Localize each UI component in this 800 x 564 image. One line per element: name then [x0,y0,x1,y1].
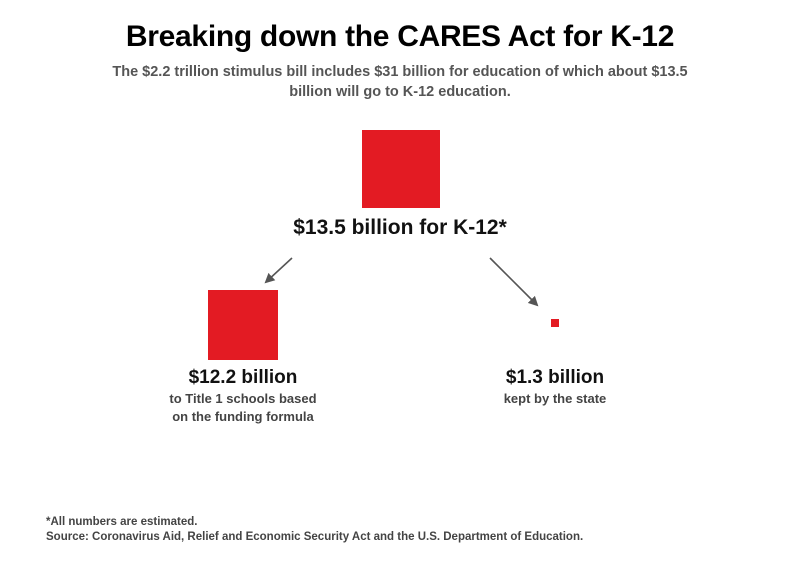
footer [46,515,583,545]
title1-schools-node [143,366,343,426]
state-desc: kept by the state [503,391,607,406]
page-subtitle: The $2.2 trillion stimulus bill includes $31 billion for education of which about $13.5 billion will go to K-12 education. [112,64,688,100]
arrow-to-state [490,258,537,305]
state-kept-node [455,366,655,408]
title1-desc-line2: on the funding formula [172,409,314,424]
title1-desc-line1: to Title 1 schools based [169,391,317,406]
arrow-to-title1 [266,258,292,282]
state-kept-square [551,319,559,327]
total-k12-label: $13.5 billion for K-12* [293,216,507,239]
footnote: *All numbers are estimated. [46,516,198,528]
title1-amount: $12.2 billion [188,367,298,388]
title1-schools-square [208,290,278,360]
source-note: Source: Coronavirus Aid, Relief and Economic Security Act and the U.S. Department of Education. [46,531,584,543]
state-amount: $1.3 billion [505,367,605,388]
page-title: Breaking down the CARES Act for K-12 [125,20,675,53]
